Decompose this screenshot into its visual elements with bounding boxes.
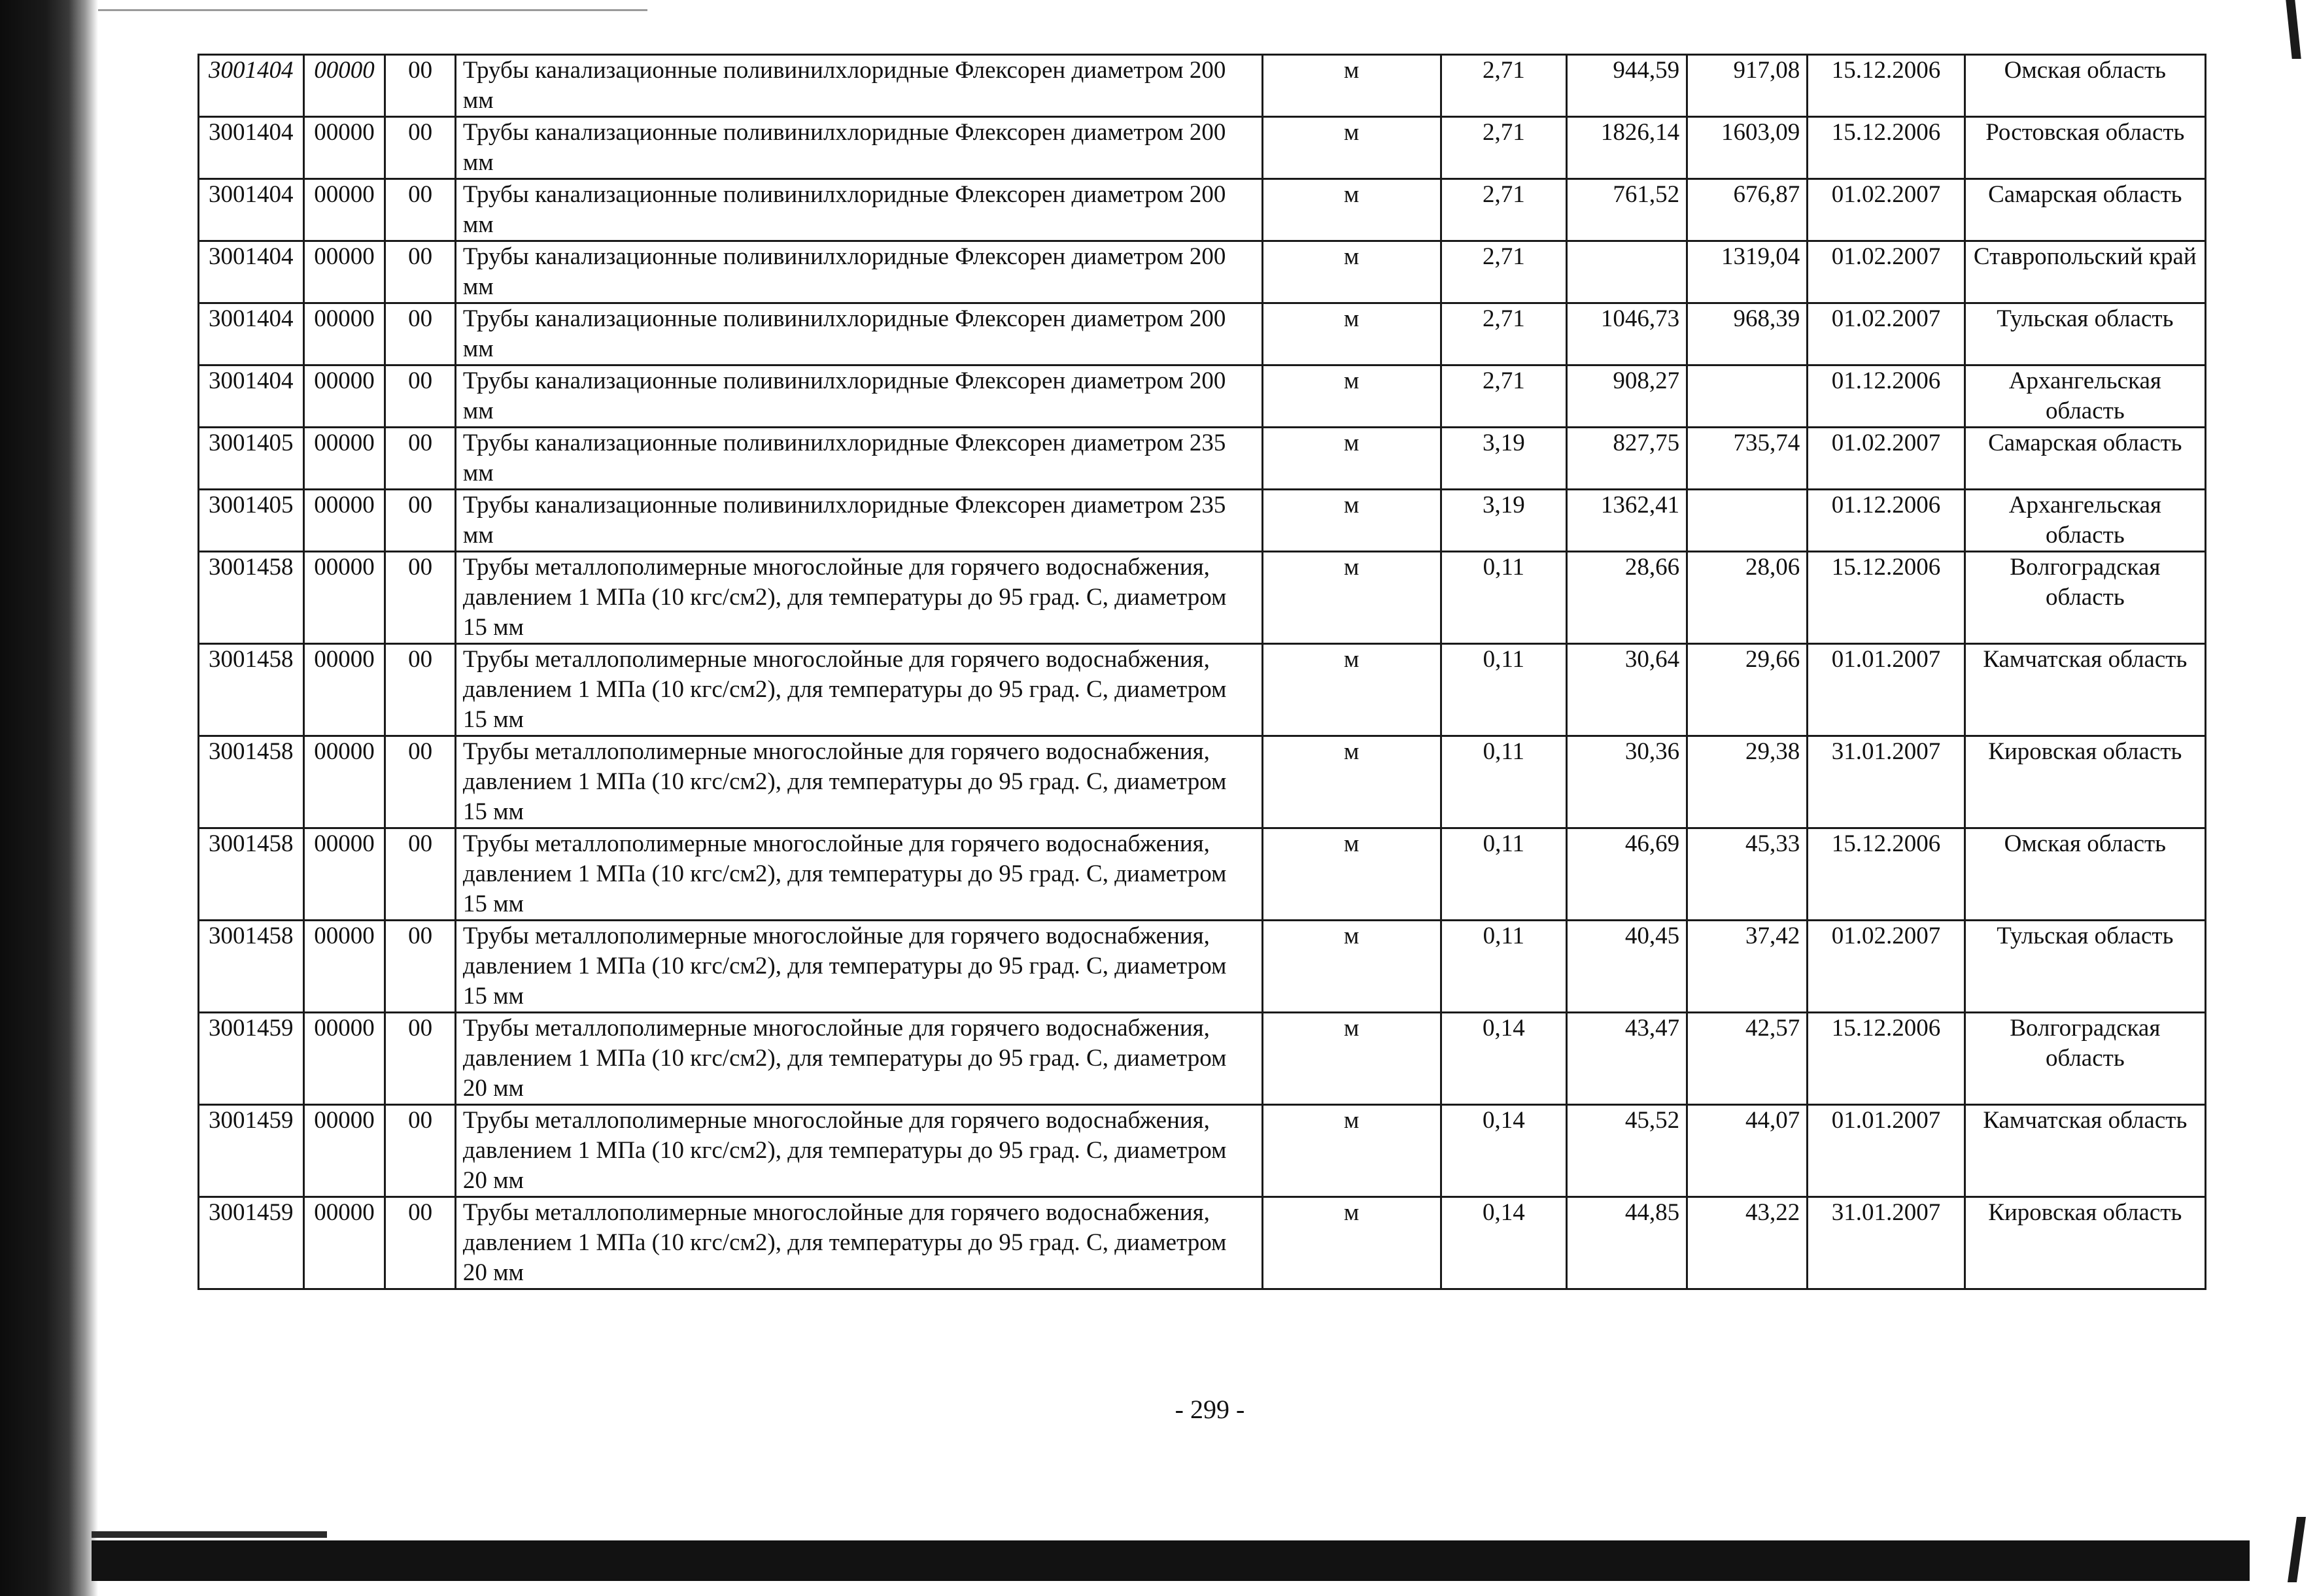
cell-date: 31.01.2007: [1808, 1197, 1965, 1289]
cell-code: 3001404: [199, 179, 304, 241]
cell-group: 00: [385, 1013, 455, 1105]
cell-unit: м: [1262, 241, 1441, 303]
cell-unit: м: [1262, 1197, 1441, 1289]
cell-unit: м: [1262, 828, 1441, 921]
cell-price-1: 1046,73: [1567, 303, 1687, 365]
cell-code: 3001404: [199, 241, 304, 303]
cell-code: 3001404: [199, 303, 304, 365]
cell-price-2: 917,08: [1687, 55, 1808, 117]
cell-price-1: 1362,41: [1567, 490, 1687, 552]
cell-date: 01.02.2007: [1808, 179, 1965, 241]
table-row: [199, 828, 2206, 921]
cell-weight: 0,11: [1441, 736, 1566, 828]
cell-code: 3001404: [199, 55, 304, 117]
cell-weight: 3,19: [1441, 490, 1566, 552]
cell-unit: м: [1262, 552, 1441, 644]
cell-unit: м: [1262, 644, 1441, 736]
price-table-body: [199, 55, 2206, 1289]
cell-price-2: 42,57: [1687, 1013, 1808, 1105]
cell-code: 3001405: [199, 428, 304, 490]
cell-unit: м: [1262, 303, 1441, 365]
cell-unit: м: [1262, 921, 1441, 1013]
cell-subcode: 00000: [303, 644, 385, 736]
scan-mark-right-top: [2286, 0, 2301, 59]
scan-edge-bottom: [92, 1540, 2250, 1581]
table-row: [199, 1013, 2206, 1105]
cell-code: 3001458: [199, 736, 304, 828]
cell-name: Трубы канализационные поливинилхлоридные Флексорен диаметром 200 мм: [455, 55, 1262, 117]
cell-date: 01.02.2007: [1808, 241, 1965, 303]
cell-unit: м: [1262, 365, 1441, 428]
cell-name: Трубы металлополимерные многослойные для горячего водоснабжения, давлением 1 МПа (10 кгс/см2), для температуры до 95 град. С, диаметром 15 мм: [455, 552, 1262, 644]
cell-price-1: 908,27: [1567, 365, 1687, 428]
cell-region: Омская область: [1965, 55, 2205, 117]
cell-price-2: 29,66: [1687, 644, 1808, 736]
cell-date: 15.12.2006: [1808, 828, 1965, 921]
table-row: [199, 55, 2206, 117]
cell-price-1: 30,64: [1567, 644, 1687, 736]
cell-name: Трубы металлополимерные многослойные для горячего водоснабжения, давлением 1 МПа (10 кгс/см2), для температуры до 95 град. С, диаметром 15 мм: [455, 736, 1262, 828]
table-row: [199, 1197, 2206, 1289]
cell-code: 3001458: [199, 921, 304, 1013]
table-row: [199, 428, 2206, 490]
cell-group: 00: [385, 736, 455, 828]
cell-price-1: 30,36: [1567, 736, 1687, 828]
cell-weight: 0,11: [1441, 552, 1566, 644]
cell-unit: м: [1262, 1013, 1441, 1105]
cell-code: 3001459: [199, 1197, 304, 1289]
cell-region: Тульская область: [1965, 303, 2205, 365]
cell-subcode: 00000: [303, 490, 385, 552]
cell-region: Архангельская область: [1965, 490, 2205, 552]
cell-unit: м: [1262, 736, 1441, 828]
table-row: [199, 736, 2206, 828]
cell-group: 00: [385, 117, 455, 179]
cell-weight: 2,71: [1441, 55, 1566, 117]
cell-name: Трубы металлополимерные многослойные для горячего водоснабжения, давлением 1 МПа (10 кгс/см2), для температуры до 95 град. С, диаметром 20 мм: [455, 1105, 1262, 1197]
cell-weight: 3,19: [1441, 428, 1566, 490]
page-number: - 299 -: [1175, 1395, 1245, 1424]
cell-weight: 0,11: [1441, 828, 1566, 921]
cell-price-2: [1687, 490, 1808, 552]
cell-price-1: 40,45: [1567, 921, 1687, 1013]
cell-price-1: 1826,14: [1567, 117, 1687, 179]
cell-date: 15.12.2006: [1808, 55, 1965, 117]
cell-subcode: 00000: [303, 736, 385, 828]
cell-price-1: 44,85: [1567, 1197, 1687, 1289]
cell-unit: м: [1262, 490, 1441, 552]
cell-region: Тульская область: [1965, 921, 2205, 1013]
cell-name: Трубы металлополимерные многослойные для горячего водоснабжения, давлением 1 МПа (10 кгс/см2), для температуры до 95 град. С, диаметром 15 мм: [455, 644, 1262, 736]
table-row: [199, 1105, 2206, 1197]
cell-code: 3001404: [199, 117, 304, 179]
cell-name: Трубы канализационные поливинилхлоридные Флексорен диаметром 200 мм: [455, 179, 1262, 241]
cell-region: Кировская область: [1965, 1197, 2205, 1289]
cell-name: Трубы канализационные поливинилхлоридные Флексорен диаметром 200 мм: [455, 117, 1262, 179]
cell-group: 00: [385, 303, 455, 365]
cell-date: 15.12.2006: [1808, 117, 1965, 179]
cell-price-1: 827,75: [1567, 428, 1687, 490]
cell-price-2: 44,07: [1687, 1105, 1808, 1197]
cell-group: 00: [385, 55, 455, 117]
cell-code: 3001404: [199, 365, 304, 428]
cell-region: Омская область: [1965, 828, 2205, 921]
cell-region: Волгоградская область: [1965, 552, 2205, 644]
table-row: [199, 365, 2206, 428]
cell-price-2: [1687, 365, 1808, 428]
cell-price-2: 28,06: [1687, 552, 1808, 644]
cell-price-2: 29,38: [1687, 736, 1808, 828]
cell-group: 00: [385, 828, 455, 921]
cell-date: 01.02.2007: [1808, 921, 1965, 1013]
cell-price-2: 676,87: [1687, 179, 1808, 241]
cell-subcode: 00000: [303, 1105, 385, 1197]
cell-price-1: 43,47: [1567, 1013, 1687, 1105]
cell-subcode: 00000: [303, 241, 385, 303]
cell-group: 00: [385, 490, 455, 552]
table-row: [199, 179, 2206, 241]
cell-code: 3001459: [199, 1105, 304, 1197]
cell-weight: 0,11: [1441, 921, 1566, 1013]
cell-date: 01.02.2007: [1808, 303, 1965, 365]
cell-unit: м: [1262, 428, 1441, 490]
table-row: [199, 303, 2206, 365]
cell-name: Трубы канализационные поливинилхлоридные Флексорен диаметром 235 мм: [455, 428, 1262, 490]
cell-name: Трубы металлополимерные многослойные для горячего водоснабжения, давлением 1 МПа (10 кгс/см2), для температуры до 95 град. С, диаметром 15 мм: [455, 828, 1262, 921]
cell-subcode: 00000: [303, 552, 385, 644]
cell-unit: м: [1262, 55, 1441, 117]
cell-unit: м: [1262, 1105, 1441, 1197]
cell-subcode: 00000: [303, 428, 385, 490]
cell-region: Ставропольский край: [1965, 241, 2205, 303]
cell-weight: 0,14: [1441, 1197, 1566, 1289]
cell-subcode: 00000: [303, 365, 385, 428]
cell-price-1: 761,52: [1567, 179, 1687, 241]
cell-group: 00: [385, 1105, 455, 1197]
cell-weight: 0,14: [1441, 1105, 1566, 1197]
cell-region: Архангельская область: [1965, 365, 2205, 428]
cell-name: Трубы металлополимерные многослойные для горячего водоснабжения, давлением 1 МПа (10 кгс/см2), для температуры до 95 град. С, диаметром 15 мм: [455, 921, 1262, 1013]
cell-name: Трубы канализационные поливинилхлоридные Флексорен диаметром 200 мм: [455, 303, 1262, 365]
cell-date: 01.02.2007: [1808, 428, 1965, 490]
cell-price-2: 37,42: [1687, 921, 1808, 1013]
table-row: [199, 644, 2206, 736]
cell-group: 00: [385, 921, 455, 1013]
cell-code: 3001458: [199, 644, 304, 736]
cell-price-2: 1603,09: [1687, 117, 1808, 179]
cell-unit: м: [1262, 179, 1441, 241]
cell-group: 00: [385, 365, 455, 428]
scan-mark-right-bottom: [2288, 1517, 2306, 1582]
cell-group: 00: [385, 428, 455, 490]
cell-subcode: 00000: [303, 921, 385, 1013]
cell-name: Трубы канализационные поливинилхлоридные Флексорен диаметром 235 мм: [455, 490, 1262, 552]
cell-price-2: 45,33: [1687, 828, 1808, 921]
cell-name: Трубы металлополимерные многослойные для горячего водоснабжения, давлением 1 МПа (10 кгс/см2), для температуры до 95 град. С, диаметром 20 мм: [455, 1013, 1262, 1105]
cell-name: Трубы металлополимерные многослойные для горячего водоснабжения, давлением 1 МПа (10 кгс/см2), для температуры до 95 град. С, диаметром 20 мм: [455, 1197, 1262, 1289]
cell-code: 3001458: [199, 828, 304, 921]
cell-region: Ростовская область: [1965, 117, 2205, 179]
scan-edge-bottom-thin: [92, 1531, 327, 1538]
cell-unit: м: [1262, 117, 1441, 179]
cell-code: 3001458: [199, 552, 304, 644]
cell-date: 01.12.2006: [1808, 365, 1965, 428]
cell-group: 00: [385, 241, 455, 303]
cell-region: Камчатская область: [1965, 644, 2205, 736]
cell-group: 00: [385, 552, 455, 644]
cell-region: Самарская область: [1965, 428, 2205, 490]
cell-weight: 2,71: [1441, 179, 1566, 241]
cell-date: 01.01.2007: [1808, 1105, 1965, 1197]
cell-name: Трубы канализационные поливинилхлоридные Флексорен диаметром 200 мм: [455, 241, 1262, 303]
price-table: [197, 54, 2206, 1290]
scan-shadow-left: [0, 0, 98, 1596]
cell-date: 01.12.2006: [1808, 490, 1965, 552]
cell-date: 01.01.2007: [1808, 644, 1965, 736]
cell-group: 00: [385, 1197, 455, 1289]
cell-region: Самарская область: [1965, 179, 2205, 241]
cell-code: 3001459: [199, 1013, 304, 1105]
cell-price-1: 45,52: [1567, 1105, 1687, 1197]
cell-subcode: 00000: [303, 179, 385, 241]
cell-weight: 2,71: [1441, 303, 1566, 365]
cell-date: 15.12.2006: [1808, 552, 1965, 644]
cell-name: Трубы канализационные поливинилхлоридные Флексорен диаметром 200 мм: [455, 365, 1262, 428]
cell-group: 00: [385, 179, 455, 241]
cell-weight: 0,14: [1441, 1013, 1566, 1105]
cell-price-2: 1319,04: [1687, 241, 1808, 303]
cell-subcode: 00000: [303, 303, 385, 365]
table-row: [199, 921, 2206, 1013]
table-row: [199, 241, 2206, 303]
cell-weight: 0,11: [1441, 644, 1566, 736]
cell-price-1: 28,66: [1567, 552, 1687, 644]
scan-edge-top: [98, 9, 647, 11]
cell-date: 31.01.2007: [1808, 736, 1965, 828]
cell-subcode: 00000: [303, 1013, 385, 1105]
table-row: [199, 552, 2206, 644]
cell-price-1: 944,59: [1567, 55, 1687, 117]
cell-weight: 2,71: [1441, 365, 1566, 428]
cell-weight: 2,71: [1441, 241, 1566, 303]
cell-region: Волгоградская область: [1965, 1013, 2205, 1105]
cell-region: Кировская область: [1965, 736, 2205, 828]
cell-subcode: 00000: [303, 1197, 385, 1289]
cell-weight: 2,71: [1441, 117, 1566, 179]
cell-subcode: 00000: [303, 117, 385, 179]
cell-price-2: 968,39: [1687, 303, 1808, 365]
cell-price-1: 46,69: [1567, 828, 1687, 921]
cell-subcode: 00000: [303, 55, 385, 117]
cell-code: 3001405: [199, 490, 304, 552]
cell-subcode: 00000: [303, 828, 385, 921]
table-row: [199, 117, 2206, 179]
cell-group: 00: [385, 644, 455, 736]
cell-price-2: 735,74: [1687, 428, 1808, 490]
table-row: [199, 490, 2206, 552]
cell-date: 15.12.2006: [1808, 1013, 1965, 1105]
cell-price-1: [1567, 241, 1687, 303]
cell-price-2: 43,22: [1687, 1197, 1808, 1289]
cell-region: Камчатская область: [1965, 1105, 2205, 1197]
